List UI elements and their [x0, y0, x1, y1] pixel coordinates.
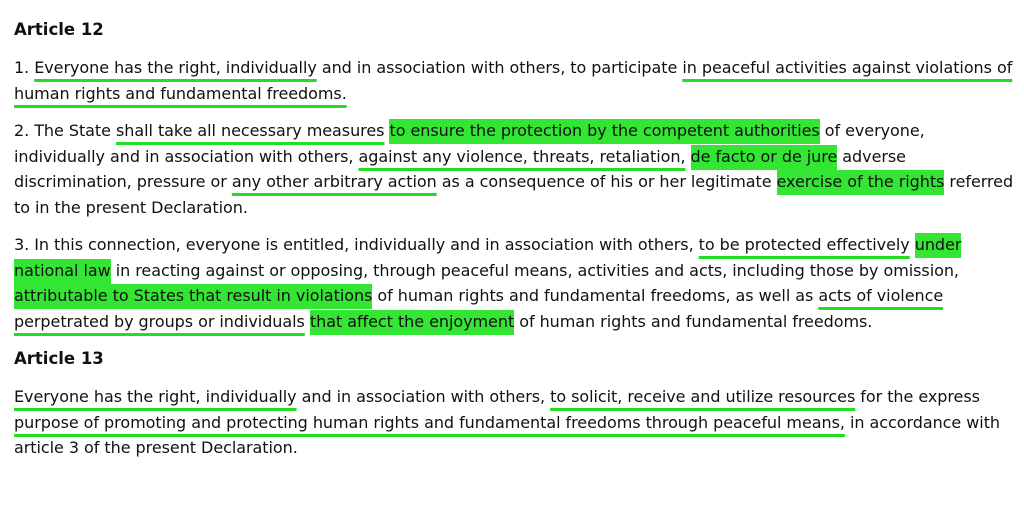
article-12-body	[14, 55, 1014, 334]
text-segment: as a consequence of his or her legitimate	[436, 172, 777, 191]
article-13-paragraph-1	[14, 384, 1014, 461]
underlined-text: against any violence, threats, retaliation,	[358, 146, 686, 166]
underlined-text: purpose of promoting and protecting human rights and fundamental freedoms through peaceful means,	[14, 412, 845, 432]
text-segment: and in association with others,	[296, 387, 551, 406]
text-segment: of everyone, individually and in association with others,	[14, 121, 925, 166]
article-12-paragraph-1	[14, 55, 1014, 106]
text-segment: and in association with others, to participate	[316, 58, 683, 77]
underlined-text: any other arbitrary action	[231, 172, 437, 191]
text-segment: in accordance with article 3 of the present Declaration.	[14, 412, 1001, 457]
article-13-heading: Article 13	[14, 349, 104, 368]
text-segment: adverse discrimination, pressure or	[14, 146, 906, 191]
highlighted-text: to ensure the protection by the competent authorities	[389, 119, 819, 144]
highlighted-text: exercise of the rights	[777, 170, 945, 195]
text-segment: for the express	[855, 387, 980, 406]
article-12-heading: Article 12	[14, 20, 104, 39]
highlighted-text: that affect the enjoyment	[310, 310, 514, 335]
highlighted-text: under national law	[14, 233, 961, 284]
text-segment: 1.	[14, 58, 35, 77]
underlined-text: Everyone has the right, individually	[34, 58, 317, 77]
text-segment	[910, 235, 915, 254]
document-body	[14, 14, 1014, 473]
underlined-text: acts of violence perpetrated by groups or individuals	[14, 286, 944, 331]
underlined-text: Everyone has the right, individually	[14, 387, 297, 406]
article-12-paragraph-3	[14, 232, 1014, 334]
text-segment: 3. In this connection, everyone is entitled, individually and in association with others,	[14, 235, 699, 254]
article-13-body	[14, 384, 1014, 461]
underlined-text: to solicit, receive and utilize resources	[550, 387, 856, 406]
article-12-paragraph-2	[14, 118, 1014, 220]
highlighted-text: attributable to States that result in violations	[14, 284, 372, 309]
highlighted-text: de facto or de jure	[691, 145, 838, 170]
underlined-text: to be protected effectively	[698, 235, 910, 254]
text-segment: of human rights and fundamental freedoms.	[514, 311, 873, 331]
text-segment: referred to in the present Declaration.	[14, 172, 1014, 217]
text-segment: in reacting against or opposing, through peaceful means, activities and acts, including those by omission,	[110, 260, 959, 280]
underlined-text: shall take all necessary measures	[115, 121, 385, 140]
underlined-text: in peaceful activities against violations of human rights and fundamental freedoms.	[14, 58, 1013, 103]
text-segment: of human rights and fundamental freedoms, as well as	[372, 286, 819, 305]
text-segment: 2. The State	[14, 121, 116, 140]
text-segment	[685, 147, 690, 166]
